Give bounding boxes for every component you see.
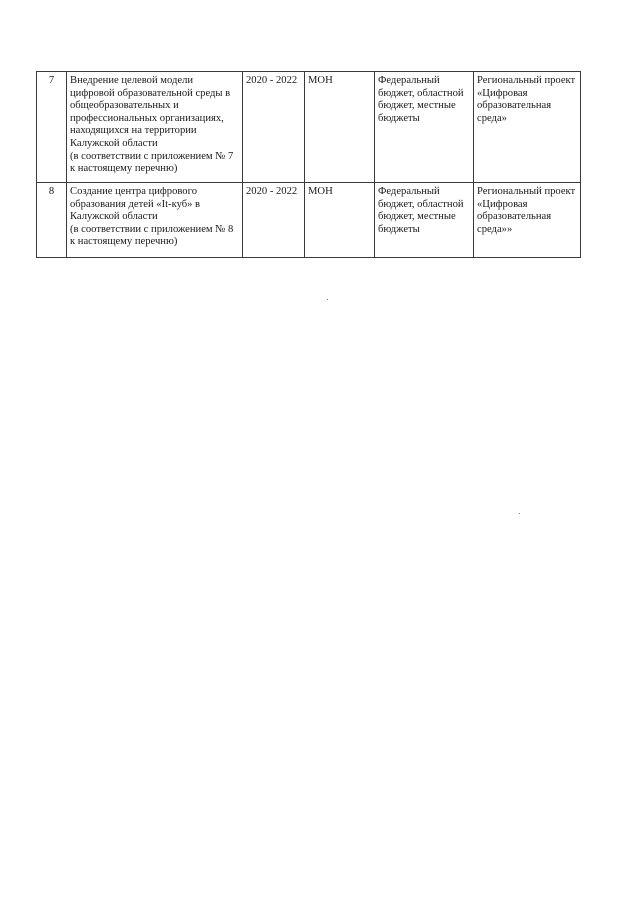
- scan-speck: [519, 513, 520, 514]
- funding-cell: Федеральный бюджет, областной бюджет, местные бюджеты: [375, 183, 474, 258]
- executor-cell: МОН: [305, 183, 375, 258]
- project-cell: Региональный проект «Цифровая образовательная среда»»: [474, 183, 581, 258]
- table-row: [37, 72, 581, 183]
- row-number: 8: [37, 183, 67, 258]
- period-cell: 2020 - 2022: [243, 72, 305, 183]
- funding-cell: Федеральный бюджет, областной бюджет, местные бюджеты: [375, 72, 474, 183]
- measure-name: Создание центра цифрового образования детей «It-куб» в Калужской области (в соответствии с приложением № 8 к настоящему перечню): [67, 183, 243, 258]
- project-cell: Региональный проект «Цифровая образовательная среда»: [474, 72, 581, 183]
- measure-name: Внедрение целевой модели цифровой образовательной среды в общеобразовательных и профессиональных организациях, находящихся на территории Калужской области (в соответствии с приложением № 7 к настоящему перечню): [67, 72, 243, 183]
- row-number: 7: [37, 72, 67, 183]
- period-cell: 2020 - 2022: [243, 183, 305, 258]
- executor-cell: МОН: [305, 72, 375, 183]
- measures-table: [36, 71, 581, 258]
- table-row: [37, 183, 581, 258]
- scan-speck: [327, 299, 328, 300]
